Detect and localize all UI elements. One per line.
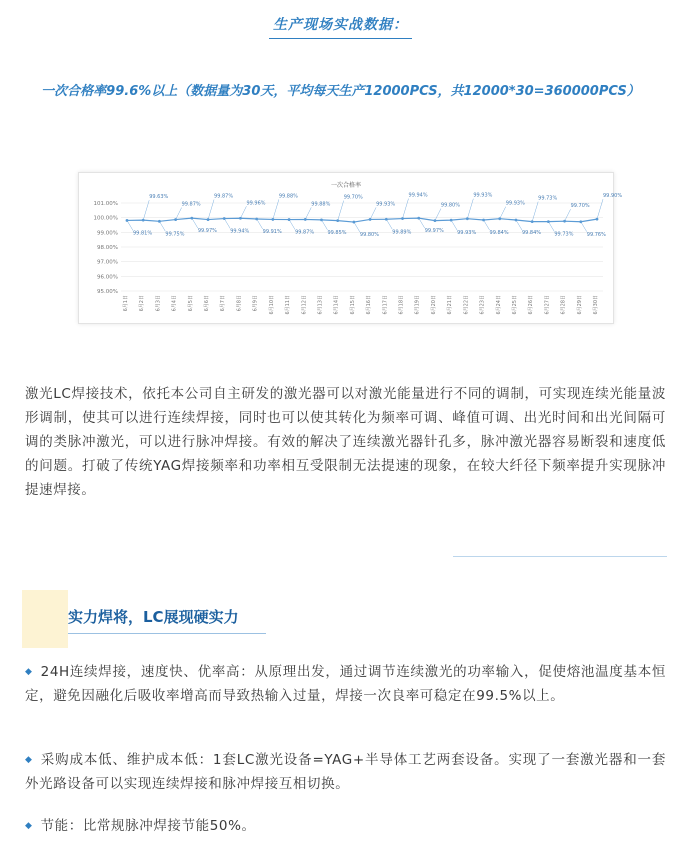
label-leader [435, 209, 441, 221]
x-tick-label: 6月30日 [593, 295, 599, 315]
x-tick-label: 6月21日 [447, 295, 454, 315]
x-tick-label: 6月6日 [204, 295, 211, 312]
x-tick-label: 6月23日 [479, 295, 486, 315]
data-label: 99.88% [278, 193, 298, 200]
series-line [127, 218, 597, 222]
label-leader [321, 220, 327, 230]
x-tick-label: 6月5日 [187, 295, 194, 312]
label-leader [192, 218, 198, 228]
data-label: 99.94% [230, 228, 250, 235]
yield-chart [78, 172, 623, 324]
heading-underline [68, 633, 266, 634]
label-leader [467, 199, 473, 219]
data-label: 99.96% [246, 200, 266, 207]
data-point [336, 219, 339, 222]
data-point [190, 217, 193, 220]
diamond-icon: ◆ [25, 821, 33, 831]
x-tick-label: 6月25日 [511, 295, 518, 315]
x-tick-label: 6月8日 [236, 295, 243, 312]
data-label: 99.80% [440, 202, 461, 209]
data-label: 99.87% [181, 201, 201, 208]
data-point [531, 220, 534, 223]
section-title-text: 生产现场实战数据： [269, 14, 412, 39]
data-point [547, 220, 550, 223]
bullet-text: 采购成本低、维护成本低：1套LC激光设备=YAG+半导体工艺两套设备。实现了一套激光器和一套外光路设备可以实现连续焊接和脉冲焊接互相切换。 [25, 752, 666, 792]
data-label: 99.87% [295, 229, 315, 236]
diamond-icon: ◆ [25, 667, 33, 677]
data-label: 99.97% [197, 228, 217, 235]
label-leader [240, 206, 246, 218]
x-tick-label: 6月29日 [576, 295, 583, 315]
label-leader [257, 219, 263, 229]
x-tick-label: 6月9日 [252, 295, 259, 312]
label-leader [565, 209, 571, 221]
label-leader [403, 199, 409, 219]
x-tick-label: 6月27日 [544, 295, 551, 315]
x-tick-label: 6月17日 [382, 295, 389, 315]
divider [453, 556, 667, 557]
data-label: 99.93% [457, 230, 477, 237]
data-label: 99.84% [489, 230, 509, 237]
label-leader [289, 220, 295, 230]
x-tick-label: 6月12日 [301, 295, 308, 315]
x-tick-label: 6月28日 [560, 295, 567, 315]
label-leader [548, 222, 554, 232]
x-tick-label: 6月13日 [317, 295, 324, 315]
y-tick-label: 101.00% [93, 201, 118, 207]
bullet-text: 24H连续焊接，速度快、优率高：从原理出发，通过调节连续激光的功率输入，促使熔池温度基本恒定，避免因融化后吸收率增高而导致热输入过量，焊接一次良率可稳定在99.5%以上。 [25, 664, 666, 704]
y-tick-label: 96.00% [97, 274, 118, 281]
y-tick-label: 97.00% [97, 259, 118, 266]
x-tick-label: 6月20日 [430, 295, 437, 315]
data-label: 99.63% [149, 194, 169, 201]
y-tick-label: 95.00% [97, 289, 118, 295]
data-label: 99.88% [311, 201, 331, 208]
label-leader [208, 200, 214, 220]
data-label: 99.93% [376, 201, 396, 208]
label-leader [484, 220, 490, 230]
label-leader [516, 220, 522, 230]
data-label: 99.94% [408, 192, 428, 199]
diamond-icon: ◆ [25, 755, 33, 765]
y-tick-label: 99.00% [97, 230, 118, 237]
label-leader [224, 219, 230, 229]
data-label: 99.75% [165, 231, 185, 238]
x-tick-label: 6月3日 [155, 295, 162, 312]
x-tick-label: 6月16日 [366, 295, 373, 315]
x-tick-label: 6月2日 [139, 295, 146, 312]
data-label: 99.76% [586, 231, 606, 238]
data-point [352, 221, 355, 224]
label-leader [597, 199, 603, 219]
data-point [563, 220, 566, 223]
data-label: 99.90% [603, 193, 623, 200]
label-leader [386, 219, 392, 229]
heading-accent-block [22, 590, 68, 648]
label-leader [273, 199, 279, 219]
yield-chart-svg [79, 173, 623, 323]
label-leader [127, 220, 133, 230]
bullet-item [25, 660, 666, 708]
data-label: 99.73% [554, 231, 574, 238]
x-tick-label: 6月11日 [285, 295, 292, 315]
label-leader [451, 220, 457, 230]
bullet-item [25, 748, 666, 796]
x-tick-label: 6月7日 [220, 295, 227, 312]
data-label: 99.93% [505, 200, 525, 207]
intro-paragraph: 激光LC焊接技术，依托本公司自主研发的激光器可以对激光能量进行不同的调制，可实现连续光能量波形调制，使其可以进行连续焊接，同时也可以使其转化为频率可调、峰值可调、出光时间和出光间隔可调的类脉冲激光，可以进行脉冲焊接。有效的解决了连续激光器针孔多，脉冲激光器容易断裂和速度低的问题。打破了传统YAG焊接频率和功率相互受限制无法提速的现象，在较大纤径下频率提升实现脉冲提速焊接。 [25, 386, 666, 498]
label-leader [500, 207, 506, 219]
data-point [417, 217, 420, 220]
yield-summary: 一次合格率99.6%以上（数据量为30天，平均每天生产12000PCS，共12000*30=360000PCS） [41, 84, 640, 99]
x-tick-label: 6月19日 [414, 295, 421, 315]
x-tick-label: 6月26日 [528, 295, 535, 315]
data-label: 99.73% [538, 195, 558, 202]
data-label: 99.80% [359, 232, 379, 239]
data-label: 99.84% [521, 230, 542, 237]
y-tick-label: 98.00% [97, 245, 118, 251]
x-tick-label: 6月10日 [268, 295, 275, 315]
x-tick-label: 6月18日 [398, 295, 405, 315]
x-tick-label: 6月14日 [333, 295, 340, 315]
bullet-item [25, 814, 666, 838]
data-point [434, 219, 437, 222]
chart-title: 一次合格率 [330, 182, 362, 189]
section-heading: 实力焊将，LC展现硬实力 [68, 608, 239, 626]
label-leader [581, 222, 587, 232]
data-label: 99.97% [424, 228, 444, 235]
data-label: 99.85% [327, 229, 347, 236]
bullet-text: 节能：比常规脉冲焊接节能50%。 [40, 818, 256, 834]
label-leader [159, 221, 165, 231]
data-label: 99.87% [214, 193, 234, 200]
section-title [0, 14, 681, 39]
y-tick-label: 100.00% [93, 215, 118, 222]
data-label: 99.93% [473, 192, 493, 199]
x-tick-label: 6月24日 [495, 295, 502, 315]
data-label: 99.91% [262, 228, 282, 235]
x-tick-label: 6月4日 [171, 295, 178, 312]
x-tick-label: 6月22日 [463, 295, 470, 315]
x-tick-label: 6月1日 [123, 295, 129, 312]
data-point [142, 219, 145, 222]
data-label: 99.89% [392, 229, 412, 236]
x-tick-label: 6月15日 [349, 295, 356, 315]
data-label: 99.81% [133, 230, 153, 237]
label-leader [354, 222, 360, 232]
data-label: 99.70% [343, 194, 363, 201]
data-label: 99.70% [570, 203, 590, 210]
label-leader [532, 202, 538, 222]
label-leader [419, 218, 425, 228]
